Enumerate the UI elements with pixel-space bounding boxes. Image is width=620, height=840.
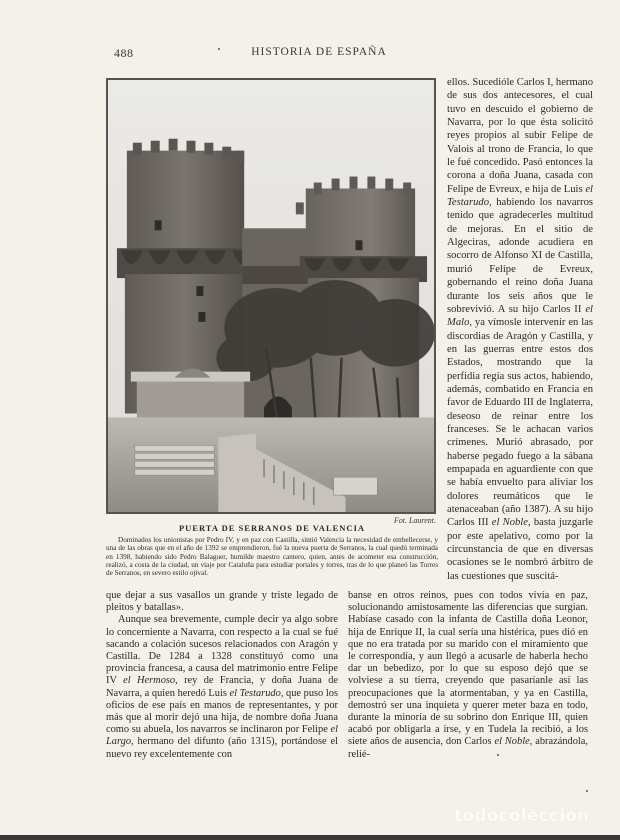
paragraph: banse en otros reinos, pues con todos vivía en paz, solucionando amistosamente las diferencias que surgían. Habíase casado con la infanta de Castilla doña Leonor, hija de Enrique II, la cual sería una histérica, pues dió en que no era tratada por su marido con el miramiento que le correspondía, y aun llegó a acusarle de haberla hecho dar un bebedizo, por lo que su esposo dejó que se volviese a su tierra, creyendo que pasaríanle así las preocupaciones que la atormentaban, y ya en Castilla, demostró ser una inquieta y querer meter baza en todo, durante la minoría de su sobrino don Enrique III, quien acabó por obligarla a irse, y en Tudela la recibió, a los siete años de ausencia, don Carlos el Noble, abrazándola, relié- — [348, 590, 589, 760]
italic-epithet: el Malo — [447, 303, 593, 329]
italic-epithet: el Largo — [106, 724, 338, 748]
text-column-bottom-left — [106, 590, 338, 761]
figure — [106, 78, 436, 525]
figure-caption — [106, 523, 438, 577]
paragraph: Aunque sea brevemente, cumple decir ya algo sobre lo concerniente a Navarra, con respecto a la cual se fué sacando a colación sucesos relacionados con Aragón y Castilla. De 1284 a 1328 constituyó como una provincia francesa, a causa del matrimonio entre Felipe IV el Hermoso, rey de Francia, y doña Juana de Navarra, a quien heredó Luis el Testarudo, que puso los oficios de ese país en manos de representantes, y por más que al morir dejó una hija, de nombre doña Juana como su abuela, los navarros se inclinaron por Felipe el Largo, hermano del difunto (año 1315), portándose el nuevo rey excelentemente con — [106, 614, 339, 760]
watermark: todocoleccion — [454, 806, 590, 825]
tower-photo-illustration — [107, 79, 435, 513]
running-title: HISTORIA DE ESPAÑA — [251, 46, 387, 58]
scan-bottom-edge — [0, 835, 620, 840]
print-speck — [586, 790, 588, 792]
paragraph: que dejar a sus vasallos un grande y triste legado de pleitos y batallas». — [106, 590, 338, 614]
photo-credit: Fot. Laurent. — [393, 516, 436, 525]
italic-epithet: el Hermoso — [123, 675, 176, 687]
page-header — [114, 46, 524, 62]
caption-title: PUERTA DE SERRANOS DE VALENCIA — [178, 523, 366, 533]
italic-epithet: el Noble — [491, 517, 528, 529]
italic-epithet: el Testarudo — [447, 183, 593, 209]
paragraph: ellos. Sucedióle Carlos I, hermano de sus dos antecesores, el cual tuvo en descuido el gobierno de Navarra, por lo que ésta solicitó reyes propios al subir Felipe de Valois al trono de Francia, lo que le fué concedido. Pasó entonces la corona a doña Juana, casada con Felipe de Evreux, e hija de Luis el Testarudo, habiendo los navarros tenido que agradecerles multitud de mejoras. En el sitio de Algeciras, adonde acudiera en socorro de Alfonso XI de Castilla, murió Felipe de Evreux, gobernando el reino doña Juana durante los seis años que le sobrevivió. A su hijo Carlos II el Malo, ya vímosle intervenir en las discordias de Aragón y Castilla, y en las guerras entre estos dos Estados, mostrando que la perfidia regía sus actos, habiendo, además, combatido en Francia en favor de Eduardo III de Inglaterra, deseoso de reinar entre los franceses. Se le achacan varios crímenes. Murió abrasado, por haberse pegado fuego a la sábana empapada en aguardiente con que se había envuelto para aliviar los dolores reumáticos que le atenaceaban (año 1387). A su hijo Carlos III el Noble, basta juzgarle por este apelativo, como por la circunstancia de que en diversas ocasiones se le nombró árbitro de las cuestiones que suscitá- — [447, 77, 593, 582]
text-column-right-top — [447, 76, 593, 583]
page-number: 488 — [114, 46, 134, 60]
caption-body: Dominados los unionistas por Pedro IV, y en paz con Castilla, sintió Valencia la necesidad de embellecerse, y una de las obras que en el año de 1392 se emprendieron, fué la nueva puerta de Serranos, la cual quedó terminada en 1398, habiendo sido Pedro Balaguer, humilde maestro cantero, quien, antes de acometer esa construcción, realizó, a costa de la ciudad, un viaje por Cataluña para estudiar portales y torres, tras de lo que planeó las Torres de Serranos, en severo estilo ojival. — [106, 536, 438, 578]
photo-puerta-de-serranos — [106, 78, 436, 514]
print-speck — [497, 754, 499, 756]
italic-epithet: el Testarudo — [229, 687, 281, 699]
text-column-bottom-right — [348, 590, 588, 761]
print-speck — [218, 48, 220, 50]
italic-epithet: el Noble — [494, 736, 530, 748]
